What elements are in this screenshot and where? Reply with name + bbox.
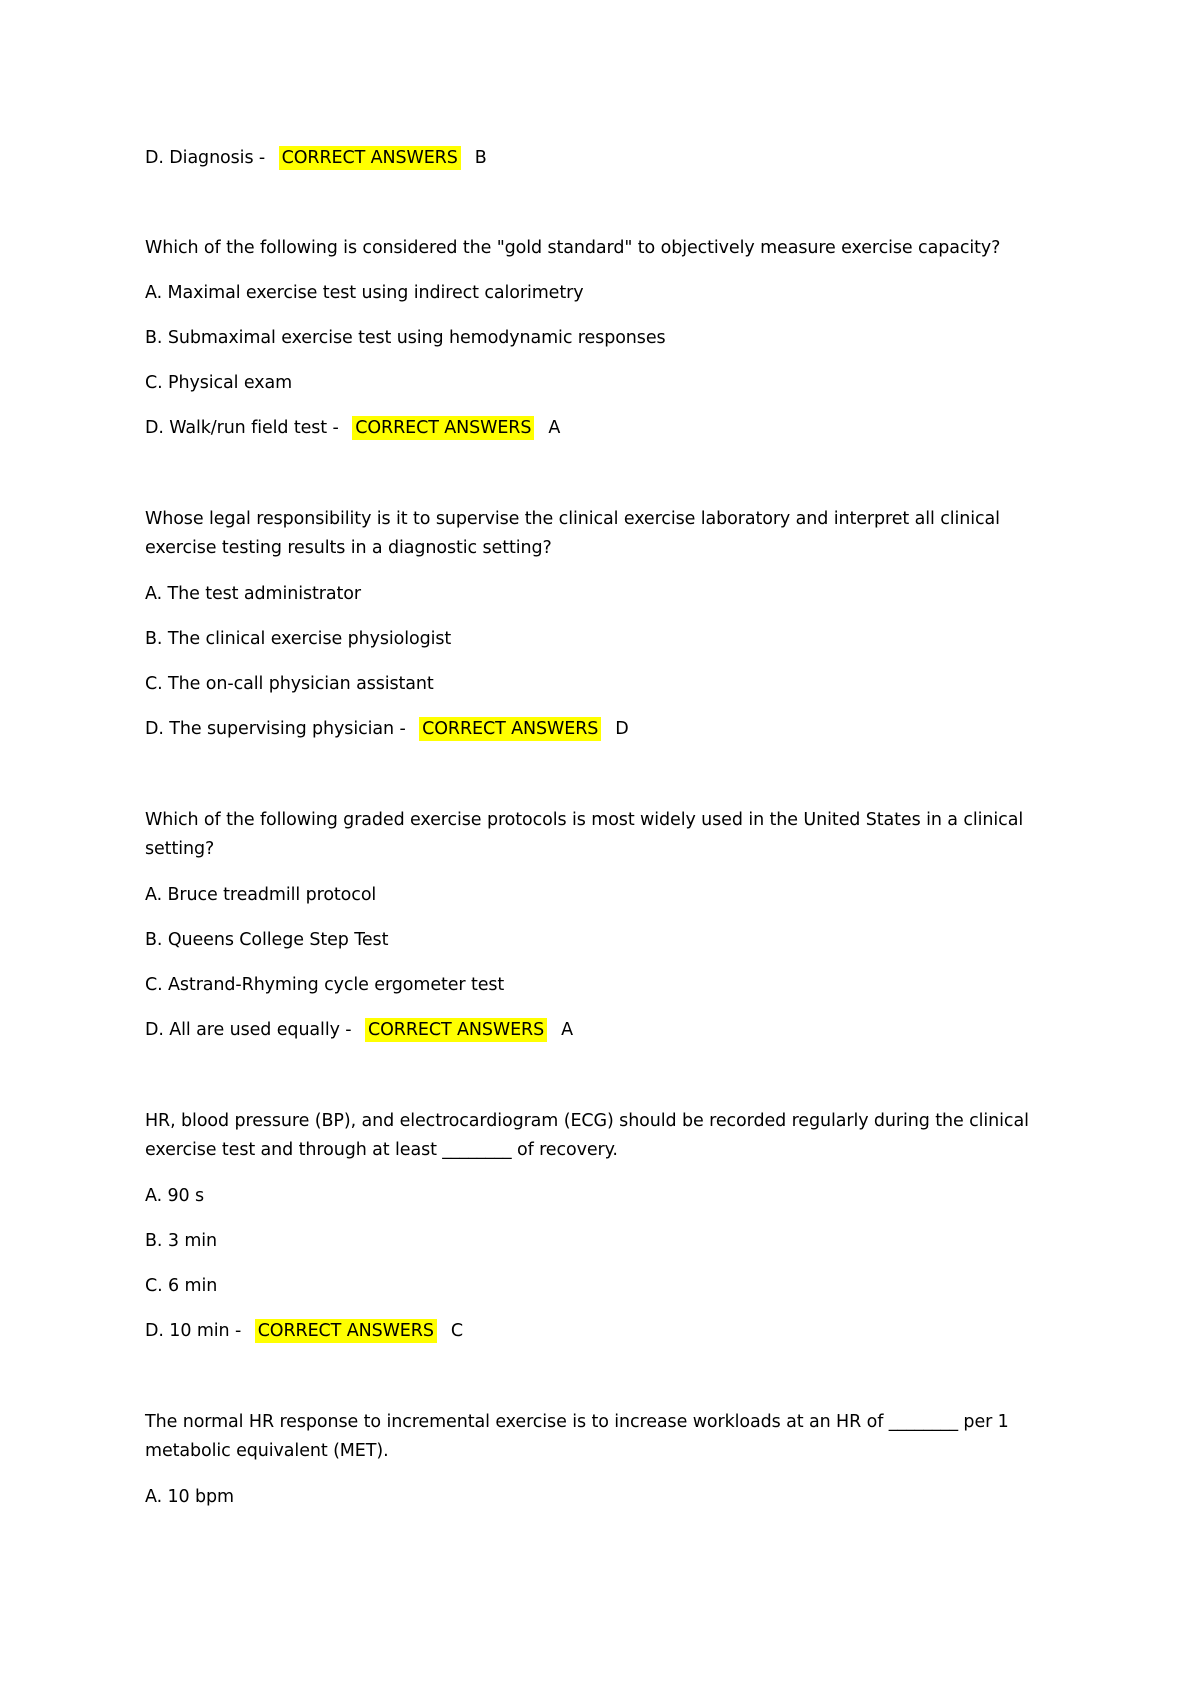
option-d-q2 [145, 715, 629, 744]
option-d-q0 [145, 144, 487, 173]
question-2-line-2: exercise testing results in a diagnostic setting? [145, 538, 552, 558]
question-5-line-2: metabolic equivalent (MET). [145, 1441, 389, 1461]
option-b-q3: B. Queens College Step Test [145, 930, 389, 950]
option-b-q1: B. Submaximal exercise test using hemodynamic responses [145, 328, 666, 348]
option-c-q4: C. 6 min [145, 1276, 218, 1296]
option-text: D. 10 min - [145, 1321, 247, 1341]
option-text: D. The supervising physician - [145, 719, 412, 739]
correct-answers-marker: CORRECT ANSWERS [279, 146, 461, 170]
option-b-q4: B. 3 min [145, 1231, 218, 1251]
option-a-q4: A. 90 s [145, 1186, 205, 1206]
option-text: D. Diagnosis - [145, 148, 271, 168]
option-d-q3 [145, 1016, 573, 1045]
correct-answers-marker: CORRECT ANSWERS [365, 1018, 547, 1042]
document-page [145, 0, 1065, 1684]
option-a-q2: A. The test administrator [145, 584, 361, 604]
question-3-line-1: Which of the following graded exercise protocols is most widely used in the United States in a clinical [145, 810, 1024, 830]
correct-answers-marker: CORRECT ANSWERS [255, 1319, 437, 1343]
option-a-q3: A. Bruce treadmill protocol [145, 885, 377, 905]
answer-letter: B [474, 148, 487, 168]
question-1-text: Which of the following is considered the "gold standard" to objectively measure exercise capacity? [145, 238, 1001, 258]
answer-letter: A [548, 418, 561, 438]
option-c-q3: C. Astrand-Rhyming cycle ergometer test [145, 975, 505, 995]
answer-letter: D [615, 719, 629, 739]
option-text: D. All are used equally - [145, 1020, 357, 1040]
option-a-q1: A. Maximal exercise test using indirect calorimetry [145, 283, 584, 303]
answer-letter: A [561, 1020, 573, 1040]
option-c-q2: C. The on-call physician assistant [145, 674, 434, 694]
correct-answers-marker: CORRECT ANSWERS [352, 416, 534, 440]
option-d-q1 [145, 414, 560, 443]
option-text: D. Walk/run field test - [145, 418, 345, 438]
option-b-q2: B. The clinical exercise physiologist [145, 629, 452, 649]
option-d-q4 [145, 1317, 463, 1346]
question-3-line-2: setting? [145, 839, 215, 859]
correct-answers-marker: CORRECT ANSWERS [419, 717, 601, 741]
answer-letter: C [450, 1321, 463, 1341]
option-c-q1: C. Physical exam [145, 373, 293, 393]
question-4-line-1: HR, blood pressure (BP), and electrocardiogram (ECG) should be recorded regularly during the clinical [145, 1111, 1029, 1131]
question-4-line-2: exercise test and through at least ________ of recovery. [145, 1140, 618, 1160]
question-5-line-1: The normal HR response to incremental exercise is to increase workloads at an HR of ________ per 1 [145, 1412, 1009, 1432]
option-a-q5: A. 10 bpm [145, 1487, 234, 1507]
question-2-line-1: Whose legal responsibility is it to supervise the clinical exercise laboratory and interpret all clinical [145, 509, 1000, 529]
